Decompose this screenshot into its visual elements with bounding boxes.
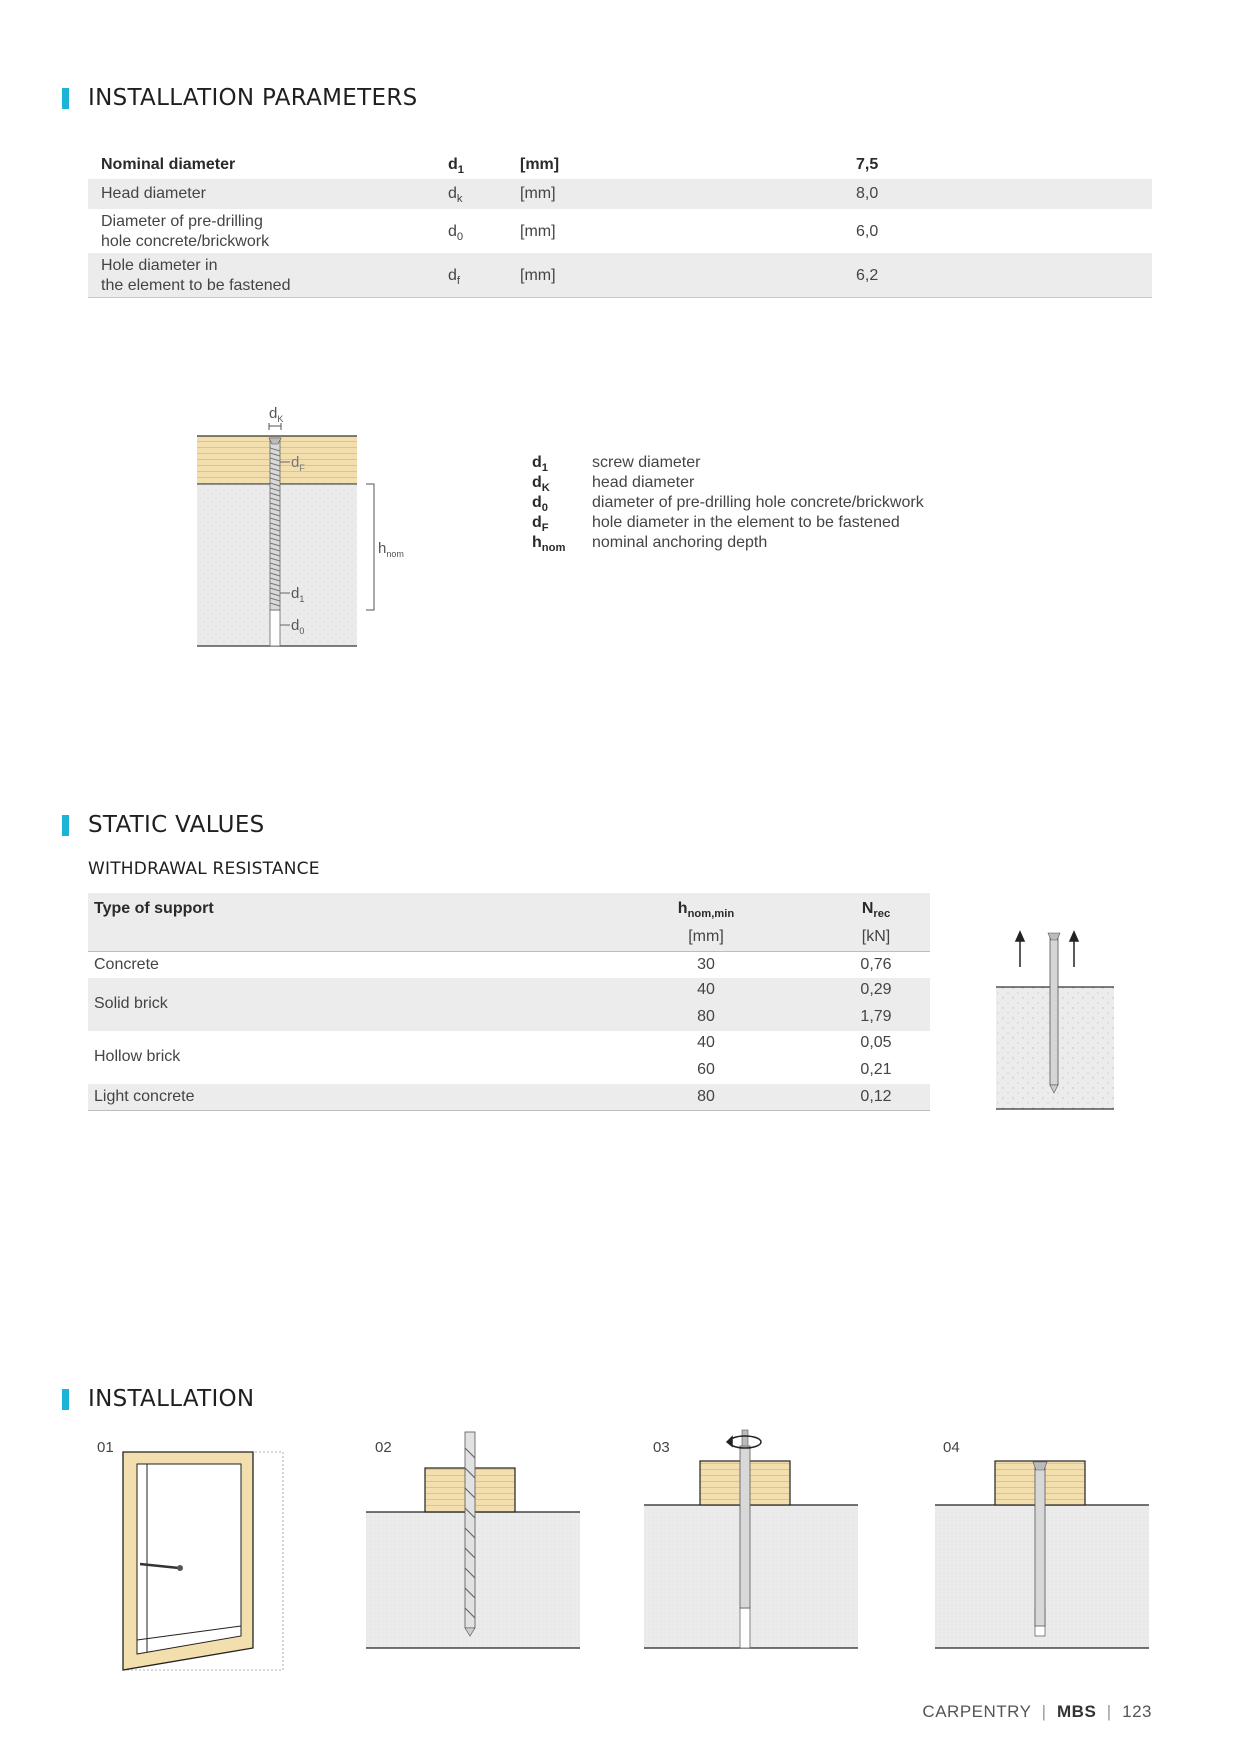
section-title-static-values: STATIC VALUES bbox=[88, 812, 265, 838]
label-d1: $d_1$ bbox=[291, 585, 305, 604]
footer-page-number: 123 bbox=[1122, 1702, 1152, 1721]
footer-product: MBS bbox=[1057, 1702, 1097, 1721]
cell-value: 6,0 bbox=[856, 223, 879, 240]
cell-label: Diameter of pre-drilling hole concrete/brickwork bbox=[101, 213, 270, 250]
parameters-row bbox=[88, 209, 1152, 253]
cell-value: 7,5 bbox=[856, 156, 879, 173]
screw-icon bbox=[1048, 933, 1060, 1093]
cell-symbol: $d_k$ bbox=[448, 185, 463, 206]
table-row: Light concrete 80 0,12 bbox=[88, 1084, 930, 1110]
cell-symbol: $d_0$ bbox=[448, 223, 464, 244]
section-marker bbox=[62, 815, 69, 836]
subsection-title: WITHDRAWAL RESISTANCE bbox=[88, 859, 320, 879]
table-bottom-rule bbox=[88, 297, 1152, 298]
label-df: $d_F$ bbox=[291, 454, 305, 473]
header-h: $h_{nom,min}$ bbox=[677, 900, 735, 921]
parameters-header-row bbox=[88, 151, 1152, 179]
cell-unit: [mm] bbox=[520, 223, 556, 240]
label-hnom: $h_{nom}$ bbox=[378, 540, 404, 559]
section-marker bbox=[62, 1389, 69, 1410]
arrow-up-icon bbox=[1016, 932, 1024, 967]
screw-icon bbox=[1033, 1462, 1047, 1626]
step-02-drilling-figure bbox=[366, 1428, 581, 1668]
table-row-group: Hollow brick 40 0,05 60 0,21 bbox=[94, 1034, 892, 1078]
cell-value: 8,0 bbox=[856, 185, 879, 202]
drill-bit-icon bbox=[465, 1432, 475, 1636]
cell-label: Head diameter bbox=[101, 185, 206, 202]
header-support: Type of support bbox=[94, 900, 214, 917]
arrow-up-icon bbox=[1070, 932, 1078, 967]
footer-section: CARPENTRY bbox=[922, 1702, 1032, 1721]
section-title-installation: INSTALLATION bbox=[88, 1386, 255, 1412]
cell-label: Nominal diameter bbox=[101, 156, 236, 173]
step-04-installed-figure bbox=[935, 1428, 1150, 1668]
step-label: 03 bbox=[653, 1439, 670, 1456]
screw-icon bbox=[269, 438, 281, 610]
table-header bbox=[88, 893, 930, 951]
anchor-cross-section-diagram bbox=[190, 400, 430, 660]
step-01-window-frame-figure bbox=[95, 1448, 290, 1678]
label-d0: $d_0$ bbox=[291, 617, 305, 636]
parameters-table bbox=[88, 151, 1152, 297]
parameters-row bbox=[88, 179, 1152, 209]
header-n-unit: [kN] bbox=[861, 928, 891, 945]
header-n: $N_{rec}$ bbox=[861, 900, 891, 921]
section-title-installation-parameters: INSTALLATION PARAMETERS bbox=[88, 85, 418, 111]
cell-unit: [mm] bbox=[520, 267, 556, 284]
header-h-unit: [mm] bbox=[688, 928, 724, 945]
step-03-screwing-figure bbox=[644, 1428, 859, 1668]
step-label: 02 bbox=[375, 1439, 392, 1456]
section-marker bbox=[62, 88, 69, 109]
parameters-row bbox=[88, 253, 1152, 297]
screw-icon bbox=[740, 1430, 750, 1608]
step-label: 04 bbox=[943, 1439, 960, 1456]
table-row: Concrete 30 0,76 bbox=[94, 956, 892, 973]
withdrawal-figure bbox=[990, 925, 1120, 1115]
cell-unit: [mm] bbox=[520, 185, 556, 202]
cell-value: 6,2 bbox=[856, 267, 879, 284]
cell-symbol: $d_1$ bbox=[448, 156, 465, 177]
table-row-group: Solid brick 40 0,29 80 1,79 bbox=[88, 978, 930, 1031]
cell-unit: [mm] bbox=[520, 156, 560, 173]
page-footer: CARPENTRY | MBS | 123 bbox=[922, 1702, 1152, 1721]
step-label: 01 bbox=[97, 1439, 114, 1456]
label-dk: $d_K$ bbox=[269, 405, 284, 424]
cell-label: Hole diameter in the element to be fastened bbox=[101, 257, 291, 294]
cell-symbol: $d_f$ bbox=[448, 267, 461, 288]
